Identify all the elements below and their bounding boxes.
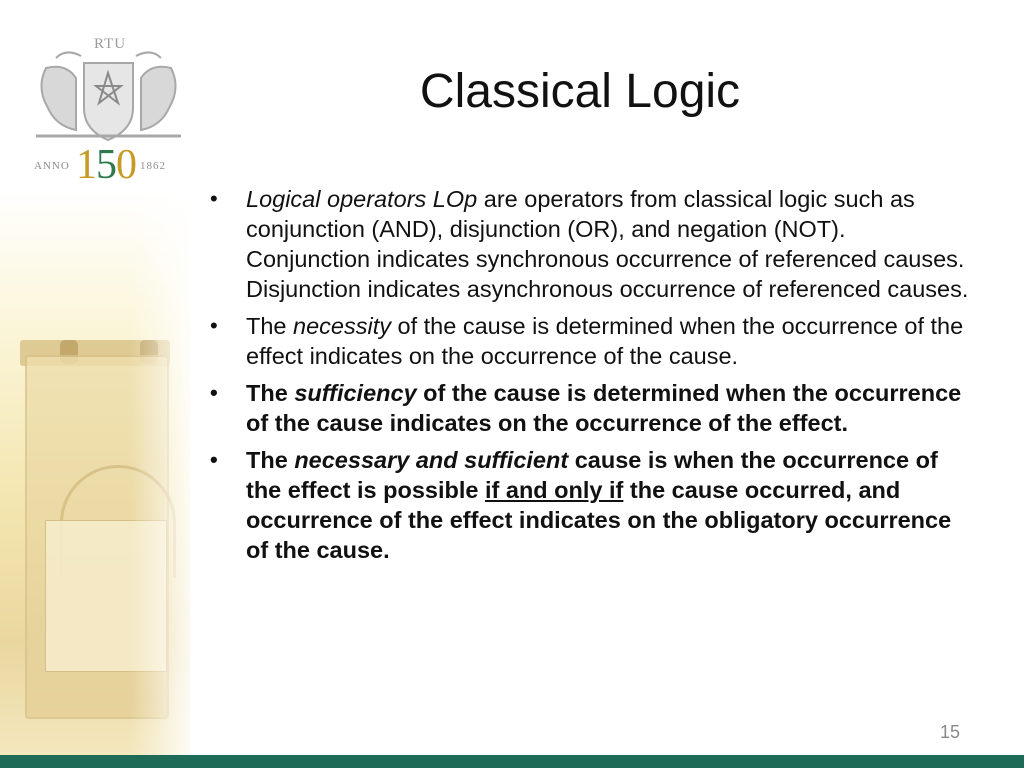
bullet-italic-text: Logical operators LOp [246, 186, 478, 212]
bullet-dot: • [210, 380, 218, 405]
logo-anniversary [18, 142, 198, 195]
bullet-dot: • [210, 313, 218, 338]
bullet-text: The [246, 447, 295, 473]
logo-digit-five: 5 [96, 142, 116, 188]
rtu-logo [18, 30, 198, 195]
crest-icon [26, 48, 191, 148]
bullet-dot: • [210, 186, 218, 211]
bullet-underlined-text: if and only if [484, 477, 624, 503]
bullet-text: The [246, 313, 294, 339]
bullet-italic-text: necessary and sufficient [294, 447, 569, 473]
bullet-item [210, 184, 970, 304]
bottom-accent-bar [0, 755, 1024, 768]
logo-150-number [76, 141, 136, 189]
bullet-italic-text: sufficiency [294, 380, 417, 406]
bullet-item [210, 445, 970, 565]
bullet-dot: • [210, 447, 218, 472]
bullet-list [210, 184, 970, 572]
page-number: 15 [939, 722, 961, 742]
bullet-item [210, 378, 970, 438]
bullet-text: cause is when the occurrence of the effect is possible [246, 447, 938, 503]
decorative-background-image [0, 190, 190, 755]
bullet-italic-text: necessity [293, 313, 391, 339]
slide-title: Classical Logic [419, 65, 741, 118]
bullet-text: the cause occurred, and occurrence of the effect indicates on the obligatory occurrence of the cause. [246, 477, 952, 563]
bullet-text: are operators from classical logic such as conjunction (AND), disjunction (OR), and negation (NOT). Conjunction indicates synchronous occurrence of referenced causes. Disjunction indicates asynchronous occurrence of referenced causes. [246, 186, 969, 302]
logo-year-text: 1862 [140, 160, 166, 172]
logo-rtu-text: RTU [94, 36, 127, 52]
bullet-item [210, 311, 970, 371]
fade-overlay [130, 190, 190, 755]
logo-digit-one: 1 [76, 142, 96, 188]
logo-digit-zero: 0 [116, 142, 136, 188]
bullet-text: of the cause is determined when the occurrence of the cause indicates on the occurrence of the effect. [246, 380, 962, 436]
bullet-text: of the cause is determined when the occurrence of the effect indicates on the occurrence of the cause. [246, 313, 964, 369]
bullet-text: The [246, 380, 295, 406]
logo-anno-text: ANNO [34, 160, 70, 172]
